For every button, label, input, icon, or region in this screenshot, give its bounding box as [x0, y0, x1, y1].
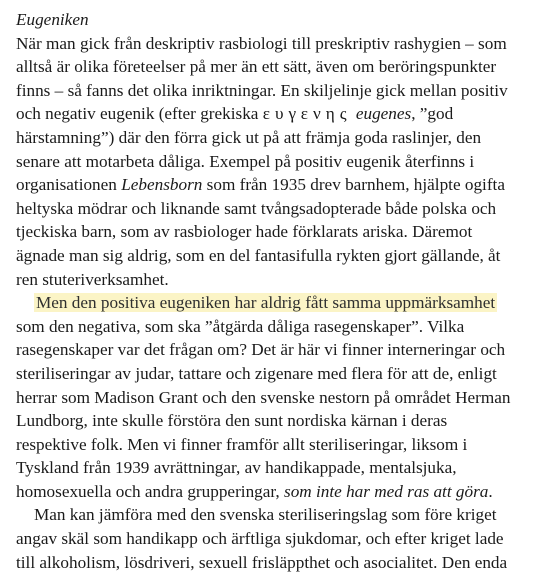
- italic-phrase: som inte har med ras att göra: [284, 481, 489, 501]
- text-line: [16, 480, 544, 504]
- text-line: herrar som Madison Grant och den svenske nestorn på området Herman: [16, 387, 511, 407]
- text-line: När man gick från deskriptiv rasbiologi till preskriptiv rashygien – som: [16, 33, 507, 53]
- text-line: [16, 291, 544, 315]
- paragraph-3: [16, 503, 544, 574]
- text-line: respektive folk. Men vi finner framför allt steriliseringar, liksom i: [16, 434, 468, 454]
- text-run: homosexuella och andra grupperingar,: [16, 481, 285, 501]
- text-line: alltså är olika företeelser på mer än ett sätt, även om beröringspunkter: [16, 57, 497, 77]
- text-line: till alkoholism, lösdriveri, sexuell frisläppthet och asocialitet. Den enda: [16, 552, 508, 572]
- paragraph-2: [16, 291, 544, 503]
- text-run: och negativ eugenik (efter grekiska: [16, 104, 263, 124]
- paragraph-1: [16, 32, 544, 292]
- text-run: som från 1935 drev barnhem, hjälpte ogifta: [202, 175, 505, 195]
- greek-word: ευγενης: [262, 104, 352, 124]
- text-line: ägnade man sig aldrig, som en del fantasifulla rykten gjort gällande, åt: [16, 245, 501, 265]
- text-line: rasegenskaper var det frågan om? Det är här vi finner interneringar och: [16, 340, 506, 360]
- document-page: [16, 8, 544, 574]
- text-line: Man kan jämföra med den svenska steriliseringslag som före kriget: [34, 505, 497, 525]
- text-run: organisationen: [16, 175, 122, 195]
- text-line: [16, 102, 544, 126]
- text-line: angav skäl som handikapp och ärftliga sjukdomar, och efter kriget lade: [16, 529, 504, 549]
- text-line: härstamning”) där den förra gick ut på att främja goda raslinjer, den: [16, 127, 482, 147]
- text-line: steriliseringar av judar, tattare och zigenare med flera för att de, enligt: [16, 363, 497, 383]
- text-line: senare att motarbeta dåliga. Exempel på positiv eugenik återfinns i: [16, 151, 475, 171]
- text-line: tjeckiska barn, som av rasbiologer hade förklarats ariska. Däremot: [16, 222, 473, 242]
- text-line: [16, 173, 544, 197]
- italic-word: Lebensborn: [121, 175, 203, 195]
- text-line: Tyskland från 1939 avrättningar, av handikappade, mentalsjuka,: [16, 458, 457, 478]
- text-line: finns – så fanns det olika inriktningar. En skiljelinje gick mellan positiv: [16, 80, 508, 100]
- text-run: .: [488, 481, 493, 501]
- text-line: ren stuteriverksamhet.: [16, 269, 169, 289]
- text-line: som den negativa, som ska ”åtgärda dåliga rasegenskaper”. Vilka: [16, 316, 465, 336]
- italic-word: eugenes: [355, 104, 412, 124]
- section-heading: Eugeniken: [16, 10, 89, 29]
- text-line: Lundborg, inte skulle förstöra den sunt nordiska kärnan i deras: [16, 411, 448, 431]
- text-line: heltyska mödrar och liknande samt tvångsadopterade både polska och: [16, 198, 497, 218]
- highlighted-sentence[interactable]: Men den positiva eugeniken har aldrig fått samma uppmärksamhet: [36, 293, 496, 313]
- text-run: , ”god: [411, 104, 454, 124]
